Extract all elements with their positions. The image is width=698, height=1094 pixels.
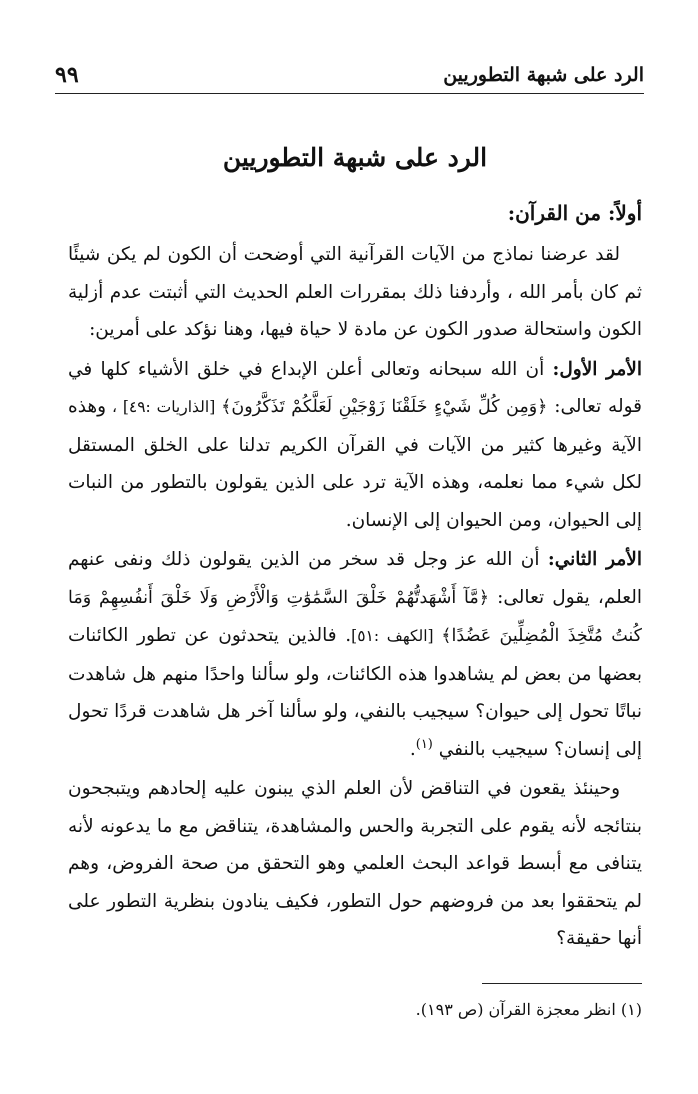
- footnote-rule: [482, 983, 642, 984]
- quran-verse-kahf: ﴿مَّآ أَشْهَدتُّهُمْ خَلْقَ السَّمَٰوَٰتِ وَالْأَرْضِ وَلَا خَلْقَ أَنفُسِهِمْ وَمَا كُنتُ مُتَّخِذَ الْمُضِلِّينَ عَضُدًا﴾: [68, 587, 642, 646]
- second-matter-lead: الأمر الثاني:: [547, 549, 642, 570]
- section-title: أولاً: من القرآن:: [507, 201, 642, 225]
- second-matter-text-b: . فالذين يتحدثون عن تطور الكائنات بعضها من بعض لم يشاهدوا هذه الكائنات، ولو سألنا واحدًا منهم هل شاهدت نباتًا تحول إلى حيوان؟ سيجيب بالنفي، ولو سألنا آخر هل شاهدت قردًا تحول إلى إنسان؟ سيجيب بالنفي: [68, 625, 642, 760]
- header-rule: [55, 93, 644, 94]
- page-number: ٩٩: [55, 62, 79, 88]
- paragraph-second-matter: [68, 541, 642, 768]
- paragraph-intro: لقد عرضنا نماذج من الآيات القرآنية التي أوضحت أن الكون لم يكن شيئًا ثم كان بأمر الله ، وأردفنا ذلك بمقررات العلم الحديث التي أثبتت عدم أزلية الكون واستحالة صدور الكون عن مادة لا حياة فيها، وهنا نؤكد على أمرين:: [68, 244, 642, 340]
- verse-reference-kahf: [الكهف :٥١]: [351, 627, 442, 645]
- page-header: [55, 56, 644, 88]
- chapter-title: الرد على شبهة التطوريين: [222, 143, 488, 172]
- first-matter-text-b: وهذه الآية وغيرها كثير من الآيات في القرآن الكريم تدلنا على الخلق المستقل لكل شيء مما نعلمه، وهذه الآية ترد على الذين يقولون بالتطور من النبات إلى الحيوان، ومن الحيوان إلى الإنسان.: [68, 396, 642, 531]
- quran-verse-dhariyat: ﴿وَمِن كُلِّ شَيْءٍ خَلَقْنَا زَوْجَيْنِ لَعَلَّكُمْ تَذَكَّرُونَ﴾: [221, 397, 548, 417]
- verse-reference-dhariyat: [الذاريات :٤٩] ،: [106, 398, 222, 416]
- footnote: (١) انظر معجزة القرآن (ص ١٩٣).: [415, 1000, 642, 1019]
- second-matter-text-end: .: [409, 738, 416, 760]
- running-title: الرد على شبهة التطوريين: [443, 64, 644, 86]
- first-matter-text-a: أن الله سبحانه وتعالى أعلن الإبداع في خلق الأشياء كلها في قوله تعالى:: [68, 358, 643, 417]
- paragraph-first-matter: [68, 351, 642, 540]
- page-body: [68, 140, 642, 960]
- second-matter-text-a: أن الله عز وجل قد سخر من الذين يقولون ذلك ونفى عنهم العلم، يقول تعالى:: [68, 549, 642, 608]
- paragraph-contradiction: وحينئذ يقعون في التناقض لأن العلم الذي يبنون عليه إلحادهم ويتبجحون بنتائجه لأنه يقوم على التجربة والحس والمشاهدة، يتناقض مع ما يدعونه لأنه يتنافى مع أبسط قواعد البحث العلمي وهو التحقق من صحة الفروض، وهم لم يتحققوا بعد من فروضهم حول التطور، فكيف ينادون بنظرية التطور على أنها حقيقة؟: [68, 778, 642, 949]
- first-matter-lead: الأمر الأول:: [552, 358, 642, 380]
- footnote-marker[interactable]: (١): [415, 736, 433, 752]
